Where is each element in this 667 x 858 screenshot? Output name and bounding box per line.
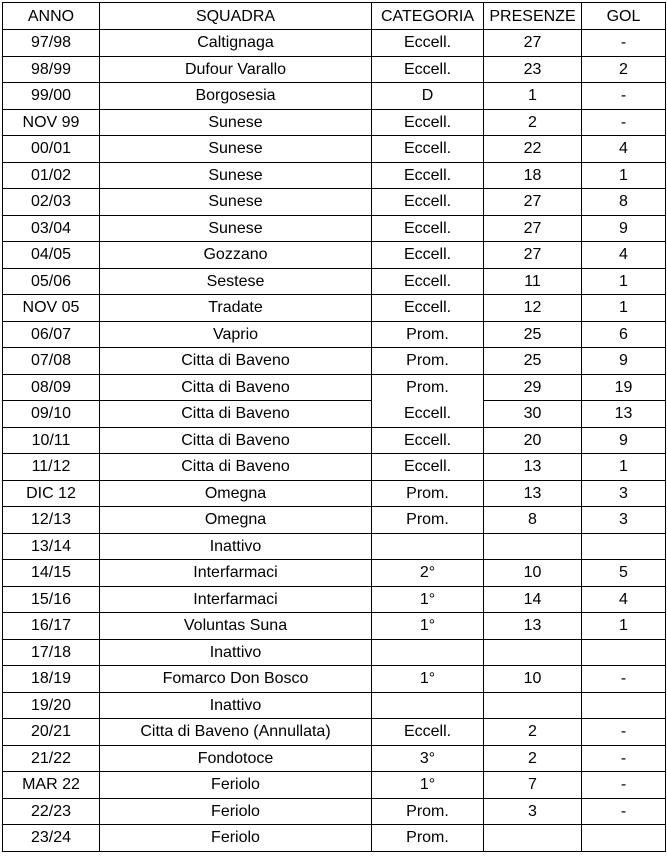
- cell-gol: -: [582, 30, 666, 57]
- cell-squadra: Sunese: [100, 109, 372, 136]
- cell-anno: 10/11: [3, 427, 100, 454]
- cell-presenze: 2: [484, 719, 582, 746]
- table-row: [3, 268, 666, 295]
- cell-gol: 1: [582, 454, 666, 481]
- cell-squadra: Inattivo: [100, 692, 372, 719]
- cell-gol: 13: [582, 401, 666, 428]
- cell-presenze: 13: [484, 480, 582, 507]
- cell-categoria: Eccell.: [372, 242, 484, 269]
- cell-categoria: Prom.: [372, 348, 484, 375]
- cell-presenze: 11: [484, 268, 582, 295]
- cell-gol: [582, 533, 666, 560]
- cell-gol: 1: [582, 268, 666, 295]
- cell-categoria: 3°: [372, 745, 484, 772]
- cell-squadra: Inattivo: [100, 533, 372, 560]
- table-row: [3, 83, 666, 110]
- cell-presenze: 18: [484, 162, 582, 189]
- cell-presenze: 13: [484, 454, 582, 481]
- table-row: [3, 295, 666, 322]
- cell-presenze: 2: [484, 745, 582, 772]
- cell-categoria: 2°: [372, 560, 484, 587]
- cell-categoria: Prom.: [372, 507, 484, 534]
- cell-squadra: Citta di Baveno: [100, 348, 372, 375]
- cell-categoria: D: [372, 83, 484, 110]
- cell-categoria: Eccell.: [372, 401, 484, 428]
- cell-anno: 23/24: [3, 825, 100, 852]
- cell-squadra: Citta di Baveno (Annullata): [100, 719, 372, 746]
- cell-gol: 4: [582, 136, 666, 163]
- table-row: [3, 586, 666, 613]
- cell-categoria: 1°: [372, 613, 484, 640]
- cell-categoria: Eccell.: [372, 56, 484, 83]
- table-row: [3, 692, 666, 719]
- cell-anno: 99/00: [3, 83, 100, 110]
- cell-presenze: 8: [484, 507, 582, 534]
- cell-gol: 3: [582, 507, 666, 534]
- cell-squadra: Voluntas Suna: [100, 613, 372, 640]
- cell-gol: -: [582, 772, 666, 799]
- table-row: [3, 56, 666, 83]
- cell-categoria: Prom.: [372, 480, 484, 507]
- cell-anno: 01/02: [3, 162, 100, 189]
- cell-squadra: Omegna: [100, 507, 372, 534]
- cell-gol: 19: [582, 374, 666, 401]
- cell-squadra: Citta di Baveno: [100, 427, 372, 454]
- cell-gol: 2: [582, 56, 666, 83]
- cell-categoria: Eccell.: [372, 215, 484, 242]
- cell-gol: 9: [582, 348, 666, 375]
- cell-presenze: 10: [484, 666, 582, 693]
- cell-squadra: Vaprio: [100, 321, 372, 348]
- cell-gol: -: [582, 798, 666, 825]
- cell-anno: 00/01: [3, 136, 100, 163]
- cell-categoria: Prom.: [372, 374, 484, 401]
- cell-presenze: 30: [484, 401, 582, 428]
- cell-categoria: Eccell.: [372, 109, 484, 136]
- header-squadra: SQUADRA: [100, 3, 372, 30]
- table-row: [3, 215, 666, 242]
- cell-gol: 1: [582, 295, 666, 322]
- cell-gol: 1: [582, 613, 666, 640]
- table-body: [3, 30, 666, 852]
- cell-presenze: 25: [484, 348, 582, 375]
- table-row: [3, 745, 666, 772]
- cell-anno: 16/17: [3, 613, 100, 640]
- cell-gol: 3: [582, 480, 666, 507]
- table-row: [3, 242, 666, 269]
- table-row: [3, 321, 666, 348]
- cell-presenze: 22: [484, 136, 582, 163]
- cell-categoria: Eccell.: [372, 719, 484, 746]
- table-header: [3, 3, 666, 30]
- cell-anno: MAR 22: [3, 772, 100, 799]
- table-row: [3, 109, 666, 136]
- cell-presenze: [484, 825, 582, 852]
- cell-gol: [582, 639, 666, 666]
- cell-categoria: Eccell.: [372, 427, 484, 454]
- cell-squadra: Fondotoce: [100, 745, 372, 772]
- table-row: [3, 507, 666, 534]
- cell-categoria: 1°: [372, 666, 484, 693]
- cell-categoria: Prom.: [372, 825, 484, 852]
- cell-presenze: 7: [484, 772, 582, 799]
- cell-anno: 04/05: [3, 242, 100, 269]
- cell-squadra: Dufour Varallo: [100, 56, 372, 83]
- cell-squadra: Feriolo: [100, 772, 372, 799]
- cell-squadra: Tradate: [100, 295, 372, 322]
- cell-squadra: Sunese: [100, 162, 372, 189]
- cell-gol: 4: [582, 242, 666, 269]
- cell-gol: [582, 692, 666, 719]
- table-row: [3, 189, 666, 216]
- cell-anno: 15/16: [3, 586, 100, 613]
- cell-gol: -: [582, 666, 666, 693]
- table-row: [3, 719, 666, 746]
- cell-squadra: Interfarmaci: [100, 560, 372, 587]
- cell-anno: 19/20: [3, 692, 100, 719]
- cell-categoria: Eccell.: [372, 189, 484, 216]
- table-row: [3, 162, 666, 189]
- cell-gol: [582, 825, 666, 852]
- table-row: [3, 533, 666, 560]
- cell-anno: 21/22: [3, 745, 100, 772]
- cell-anno: 06/07: [3, 321, 100, 348]
- table-row: [3, 454, 666, 481]
- cell-gol: 4: [582, 586, 666, 613]
- cell-presenze: 25: [484, 321, 582, 348]
- cell-gol: -: [582, 719, 666, 746]
- cell-squadra: Feriolo: [100, 798, 372, 825]
- table-row: [3, 374, 666, 401]
- cell-gol: -: [582, 83, 666, 110]
- cell-squadra: Citta di Baveno: [100, 401, 372, 428]
- career-table: [2, 2, 666, 852]
- cell-categoria: [372, 533, 484, 560]
- cell-presenze: [484, 639, 582, 666]
- cell-squadra: Borgosesia: [100, 83, 372, 110]
- cell-anno: 98/99: [3, 56, 100, 83]
- cell-squadra: Sunese: [100, 136, 372, 163]
- cell-categoria: Eccell.: [372, 30, 484, 57]
- cell-anno: 22/23: [3, 798, 100, 825]
- table-row: [3, 401, 666, 428]
- cell-categoria: Eccell.: [372, 454, 484, 481]
- cell-anno: 17/18: [3, 639, 100, 666]
- cell-gol: -: [582, 109, 666, 136]
- cell-gol: 6: [582, 321, 666, 348]
- cell-gol: 9: [582, 215, 666, 242]
- cell-squadra: Sestese: [100, 268, 372, 295]
- cell-categoria: Eccell.: [372, 162, 484, 189]
- cell-anno: 13/14: [3, 533, 100, 560]
- table-row: [3, 798, 666, 825]
- cell-categoria: Eccell.: [372, 268, 484, 295]
- cell-gol: 9: [582, 427, 666, 454]
- cell-presenze: 12: [484, 295, 582, 322]
- cell-squadra: Gozzano: [100, 242, 372, 269]
- cell-anno: 07/08: [3, 348, 100, 375]
- cell-anno: 97/98: [3, 30, 100, 57]
- table-row: [3, 30, 666, 57]
- cell-anno: 05/06: [3, 268, 100, 295]
- cell-squadra: Sunese: [100, 189, 372, 216]
- cell-anno: 09/10: [3, 401, 100, 428]
- header-categoria: CATEGORIA: [372, 3, 484, 30]
- cell-categoria: [372, 692, 484, 719]
- cell-presenze: [484, 533, 582, 560]
- table-row: [3, 348, 666, 375]
- cell-anno: 14/15: [3, 560, 100, 587]
- cell-categoria: 1°: [372, 586, 484, 613]
- cell-squadra: Feriolo: [100, 825, 372, 852]
- header-presenze: PRESENZE: [484, 3, 582, 30]
- table-row: [3, 666, 666, 693]
- cell-gol: 8: [582, 189, 666, 216]
- cell-squadra: Caltignaga: [100, 30, 372, 57]
- cell-squadra: Citta di Baveno: [100, 454, 372, 481]
- cell-presenze: [484, 692, 582, 719]
- cell-anno: 02/03: [3, 189, 100, 216]
- cell-presenze: 29: [484, 374, 582, 401]
- cell-presenze: 27: [484, 189, 582, 216]
- cell-presenze: 23: [484, 56, 582, 83]
- cell-presenze: 10: [484, 560, 582, 587]
- cell-anno: 12/13: [3, 507, 100, 534]
- cell-categoria: 1°: [372, 772, 484, 799]
- cell-presenze: 2: [484, 109, 582, 136]
- cell-squadra: Citta di Baveno: [100, 374, 372, 401]
- cell-squadra: Omegna: [100, 480, 372, 507]
- cell-categoria: Eccell.: [372, 295, 484, 322]
- cell-presenze: 14: [484, 586, 582, 613]
- cell-categoria: Prom.: [372, 798, 484, 825]
- cell-anno: 03/04: [3, 215, 100, 242]
- table-row: [3, 427, 666, 454]
- header-gol: GOL: [582, 3, 666, 30]
- cell-squadra: Sunese: [100, 215, 372, 242]
- cell-anno: NOV 05: [3, 295, 100, 322]
- cell-categoria: Prom.: [372, 321, 484, 348]
- cell-presenze: 3: [484, 798, 582, 825]
- cell-presenze: 13: [484, 613, 582, 640]
- table-row: [3, 560, 666, 587]
- cell-gol: -: [582, 745, 666, 772]
- header-row: [3, 3, 666, 30]
- cell-presenze: 27: [484, 30, 582, 57]
- cell-presenze: 20: [484, 427, 582, 454]
- table-row: [3, 136, 666, 163]
- cell-anno: 08/09: [3, 374, 100, 401]
- cell-presenze: 27: [484, 215, 582, 242]
- cell-squadra: Interfarmaci: [100, 586, 372, 613]
- cell-categoria: Eccell.: [372, 136, 484, 163]
- cell-presenze: 1: [484, 83, 582, 110]
- table-row: [3, 613, 666, 640]
- header-anno: ANNO: [3, 3, 100, 30]
- table-row: [3, 772, 666, 799]
- cell-anno: DIC 12: [3, 480, 100, 507]
- table-row: [3, 639, 666, 666]
- cell-categoria: [372, 639, 484, 666]
- cell-squadra: Fomarco Don Bosco: [100, 666, 372, 693]
- cell-anno: 20/21: [3, 719, 100, 746]
- cell-anno: 11/12: [3, 454, 100, 481]
- cell-anno: NOV 99: [3, 109, 100, 136]
- cell-gol: 1: [582, 162, 666, 189]
- cell-presenze: 27: [484, 242, 582, 269]
- table-row: [3, 480, 666, 507]
- cell-squadra: Inattivo: [100, 639, 372, 666]
- cell-gol: 5: [582, 560, 666, 587]
- table-row: [3, 825, 666, 852]
- cell-anno: 18/19: [3, 666, 100, 693]
